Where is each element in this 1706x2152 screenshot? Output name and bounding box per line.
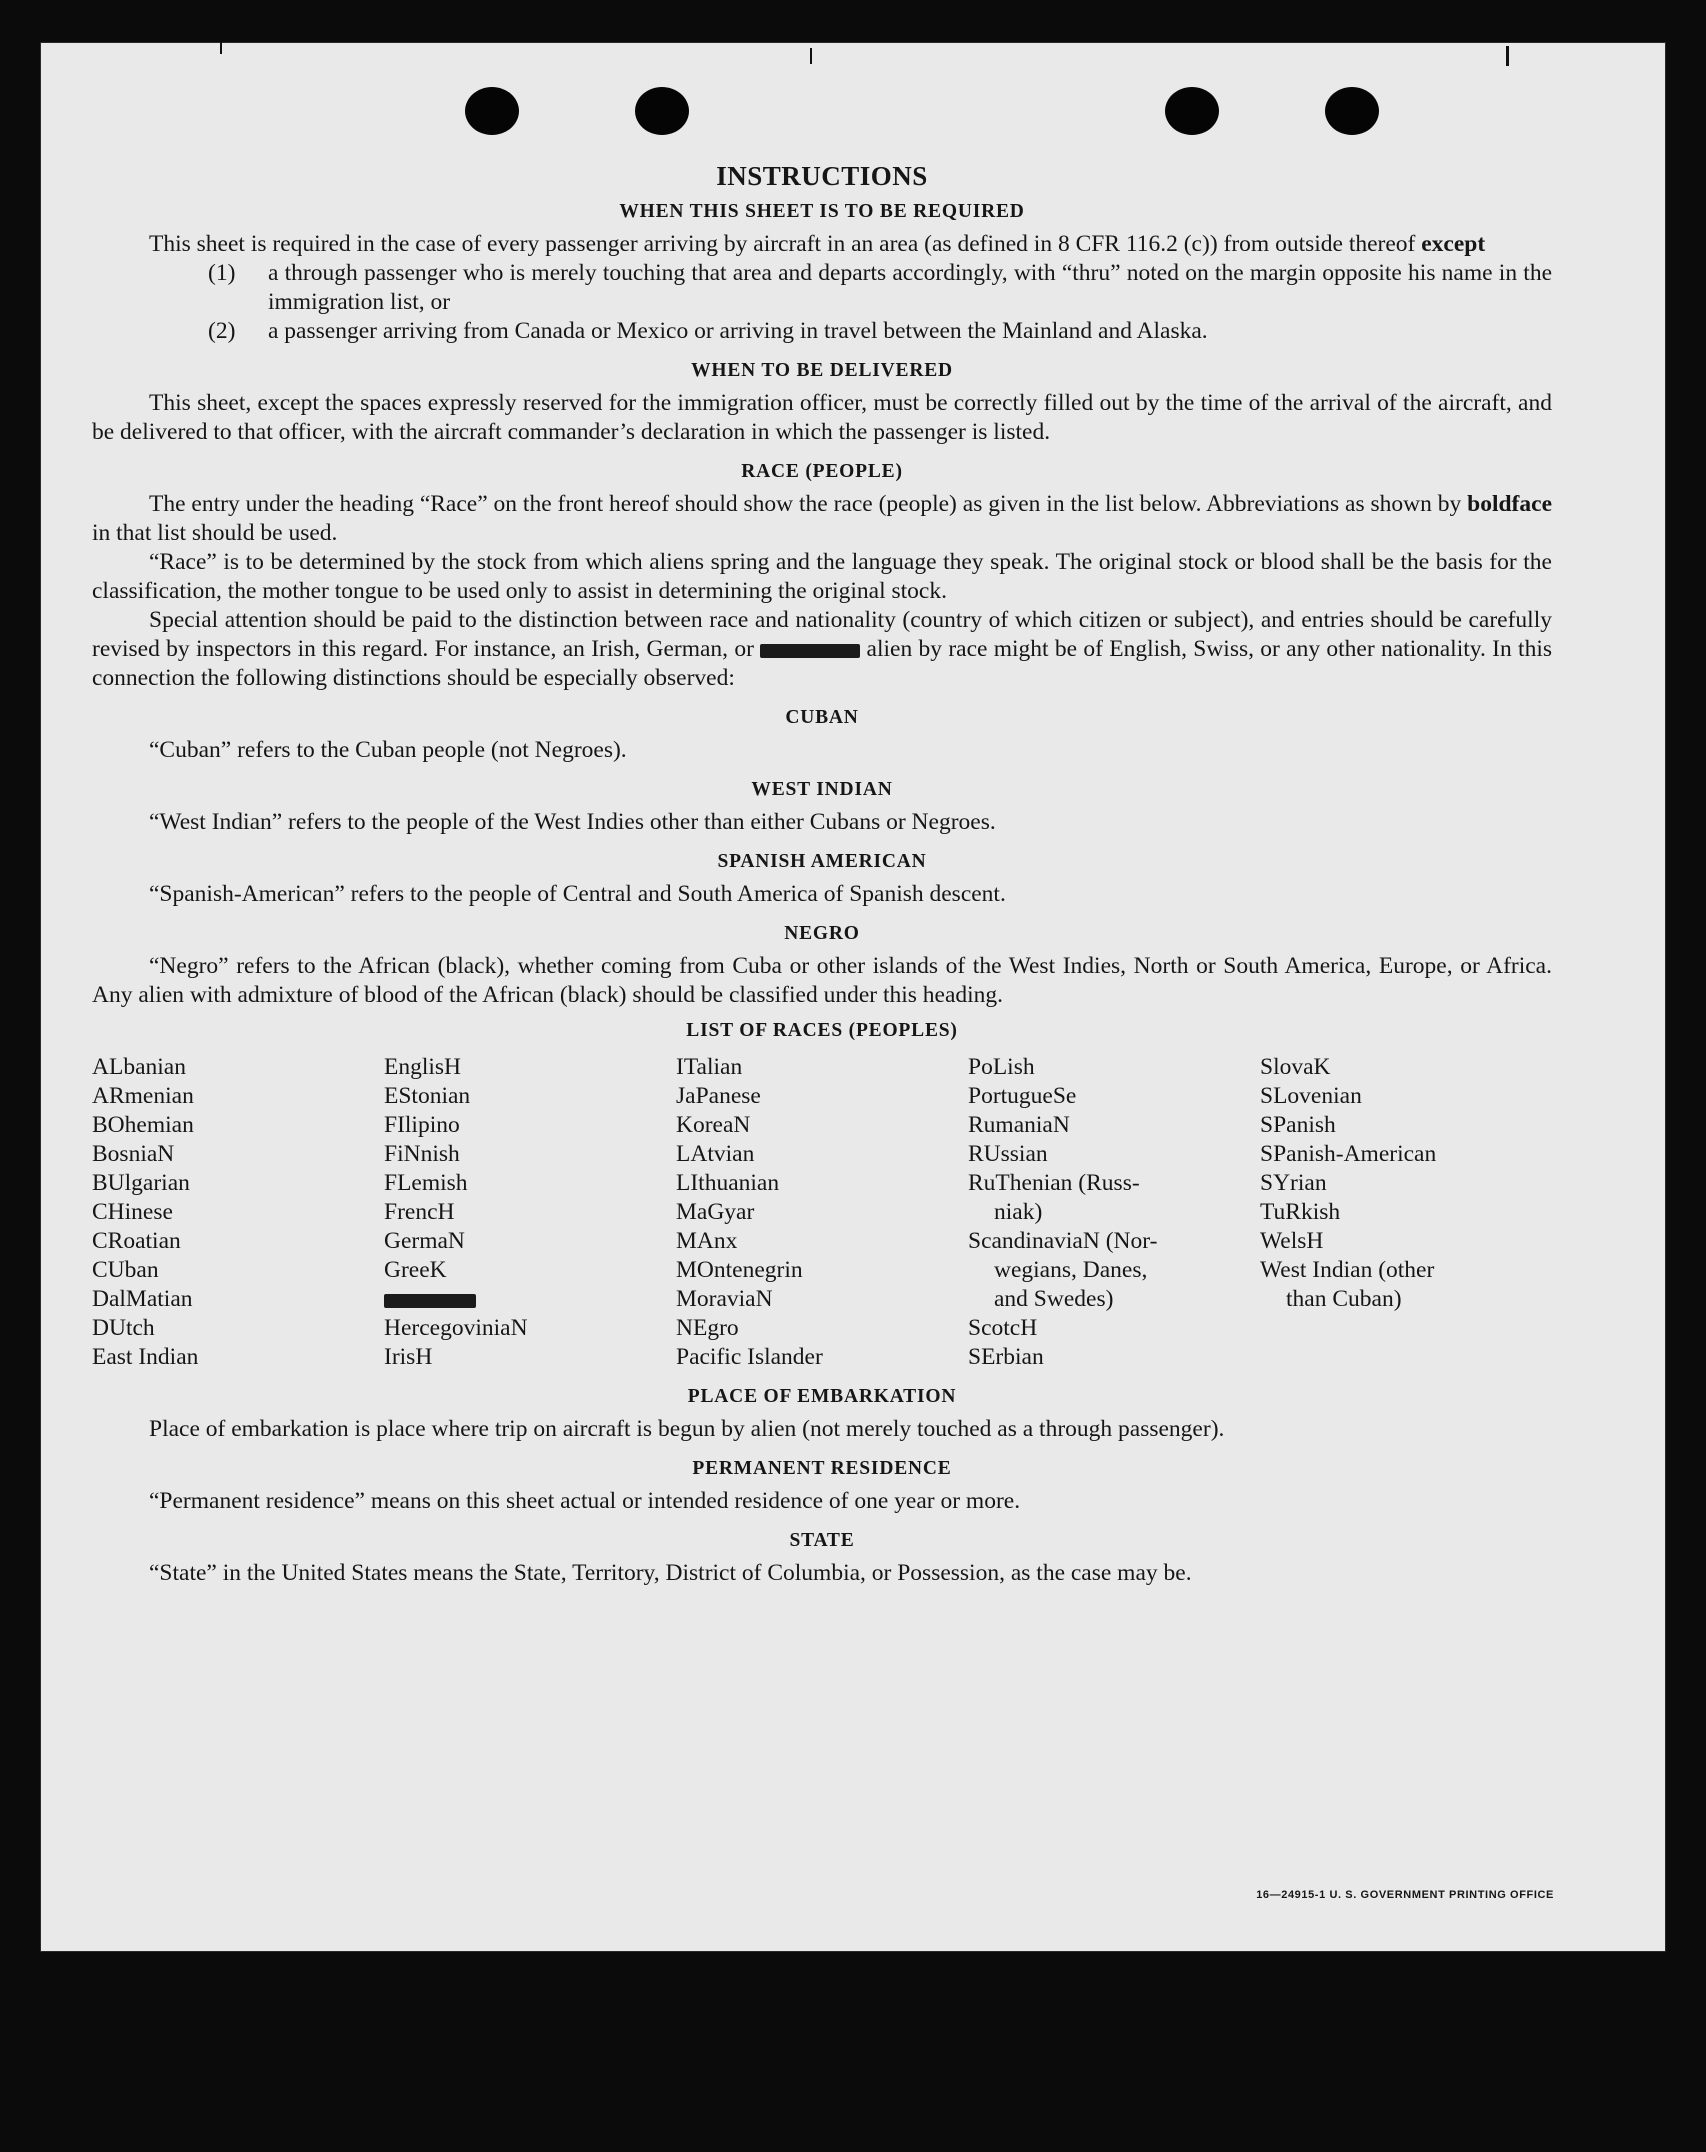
section-heading: SPANISH AMERICAN: [717, 851, 927, 872]
punch-hole: [1165, 87, 1219, 135]
races-column: [92, 1053, 384, 1372]
race-entry: WelsH: [1260, 1228, 1324, 1254]
race-entry: NEgro: [676, 1315, 739, 1341]
print-footer: 16—24915-1 U. S. GOVERNMENT PRINTING OFFICE: [1256, 1889, 1554, 1901]
race-entry: BUlgarian: [92, 1170, 190, 1196]
race-entry: RumaniaN: [968, 1112, 1070, 1138]
race-entry: SPanish-American: [1260, 1141, 1437, 1167]
paragraph: [92, 490, 1552, 548]
race-entry: SErbian: [968, 1344, 1044, 1370]
race-entry: MAnx: [676, 1228, 738, 1254]
bold-text: boldface: [1467, 491, 1552, 517]
races-column: [968, 1053, 1260, 1372]
paragraph: This sheet, except the spaces expressly reserved for the immigration officer, must be correctly filled out by the time of the arrival of the aircraft, and be delivered to that officer, with the aircraft commander’s declaration in which the passenger is listed.: [92, 390, 1552, 445]
race-entry: ScotcH: [968, 1315, 1038, 1341]
races-column: [1260, 1053, 1552, 1372]
page-title: INSTRUCTIONS: [716, 161, 928, 191]
section-heading: WEST INDIAN: [751, 779, 893, 800]
text-run: The entry under the heading “Race” on the front hereof should show the race (people) as given in the list below. Abbreviations as shown by: [149, 491, 1468, 517]
race-entry: DalMatian: [92, 1286, 193, 1312]
instructions-body: [92, 162, 1552, 1588]
race-entry: KoreaN: [676, 1112, 751, 1138]
list-item: [208, 317, 1552, 346]
race-entry: ARmenian: [92, 1083, 194, 1109]
document-page: [40, 42, 1666, 1952]
paragraph: “State” in the United States means the State, Territory, District of Columbia, or Possession, as the case may be.: [149, 1560, 1192, 1586]
race-entry: FIlipino: [384, 1112, 460, 1138]
race-entry: PoLish: [968, 1054, 1035, 1080]
race-entry: MoraviaN: [676, 1286, 773, 1312]
text-run: alien by race might be of English, Swiss, or any other nationality. In this connection the following distinctions should be especially observed:: [92, 636, 1552, 691]
text-run: This sheet is required in the case of every passenger arriving by aircraft in an area (as defined in 8 CFR 116.2 (c)) from outside thereof: [149, 231, 1422, 257]
race-entry: SLovenian: [1260, 1083, 1362, 1109]
section-heading: NEGRO: [784, 923, 860, 944]
race-entry: MaGyar: [676, 1199, 755, 1225]
race-entry: SlovaK: [1260, 1054, 1331, 1080]
tick-mark: [1506, 46, 1509, 66]
item-number: (2): [208, 318, 236, 344]
section-heading: WHEN THIS SHEET IS TO BE REQUIRED: [619, 201, 1025, 222]
item-number: (1): [208, 260, 236, 286]
list-item: [208, 259, 1552, 317]
paragraph: [92, 606, 1552, 693]
tick-mark: [220, 42, 222, 54]
paragraph: “Race” is to be determined by the stock from which aliens spring and the language they speak. The original stock or blood shall be the basis for the classification, the mother tongue to be used only to assist in determining the original stock.: [92, 549, 1552, 604]
race-entry: RuThenian (Russ-: [968, 1170, 1140, 1196]
race-entry: East Indian: [92, 1344, 199, 1370]
section-heading: STATE: [789, 1530, 855, 1551]
race-entry: SYrian: [1260, 1170, 1327, 1196]
race-entry: CHinese: [92, 1199, 173, 1225]
section-heading: RACE (PEOPLE): [741, 461, 903, 482]
race-entry: GreeK: [384, 1257, 447, 1283]
race-entry: GermaN: [384, 1228, 465, 1254]
section-heading: PLACE OF EMBARKATION: [687, 1386, 957, 1407]
redaction-mark: [384, 1294, 476, 1308]
race-entry: RUssian: [968, 1141, 1048, 1167]
redaction-mark: [760, 644, 860, 658]
race-entry: TuRkish: [1260, 1199, 1341, 1225]
race-entry: JaPanese: [676, 1083, 761, 1109]
paragraph: “Spanish-American” refers to the people of Central and South America of Spanish descent.: [149, 881, 1006, 907]
race-entry: ALbanian: [92, 1054, 186, 1080]
paragraph: “Permanent residence” means on this sheet actual or intended residence of one year or more.: [149, 1488, 1021, 1514]
paragraph: [92, 230, 1552, 259]
races-column: [676, 1053, 968, 1372]
race-entry: SPanish: [1260, 1112, 1336, 1138]
race-entry: IrisH: [384, 1344, 433, 1370]
race-entry: CUban: [92, 1257, 159, 1283]
punch-hole: [465, 87, 519, 135]
punch-hole: [635, 87, 689, 135]
race-entry: LAtvian: [676, 1141, 755, 1167]
race-entry-continued: than Cuban): [1286, 1286, 1402, 1312]
section-heading: WHEN TO BE DELIVERED: [691, 360, 953, 381]
race-entry: Pacific Islander: [676, 1344, 823, 1370]
race-entry: BosniaN: [92, 1141, 175, 1167]
section-heading: CUBAN: [785, 707, 859, 728]
item-text: a through passenger who is merely touching that area and departs accordingly, with “thru” noted on the margin opposite his name in the immigration list, or: [268, 260, 1552, 315]
race-entry: DUtch: [92, 1315, 155, 1341]
punch-hole: [1325, 87, 1379, 135]
tick-mark: [810, 48, 812, 64]
race-entry: EnglisH: [384, 1054, 462, 1080]
race-entry: HercegoviniaN: [384, 1315, 528, 1341]
section-heading: PERMANENT RESIDENCE: [692, 1458, 952, 1479]
paragraph: “Negro” refers to the African (black), whether coming from Cuba or other islands of the West Indies, North or South America, Europe, or Africa. Any alien with admixture of blood of the African (black) should be classified under this heading.: [92, 953, 1552, 1008]
race-entry: FiNnish: [384, 1141, 460, 1167]
race-entry: FrencH: [384, 1199, 455, 1225]
section-heading: LIST OF RACES (PEOPLES): [686, 1020, 958, 1041]
races-column: [384, 1053, 676, 1372]
race-entry-continued: wegians, Danes,: [994, 1257, 1148, 1283]
race-entry: LIthuanian: [676, 1170, 780, 1196]
race-entry: ITalian: [676, 1054, 743, 1080]
paragraph: Place of embarkation is place where trip on aircraft is begun by alien (not merely touched as a through passenger).: [149, 1416, 1225, 1442]
race-entry: PortugueSe: [968, 1083, 1077, 1109]
race-entry: BOhemian: [92, 1112, 194, 1138]
race-entry-continued: and Swedes): [994, 1286, 1114, 1312]
text-run: in that list should be used.: [92, 520, 338, 546]
bold-text: except: [1421, 231, 1486, 257]
paragraph: “Cuban” refers to the Cuban people (not Negroes).: [149, 737, 627, 763]
race-entry: MOntenegrin: [676, 1257, 803, 1283]
paragraph: “West Indian” refers to the people of the West Indies other than either Cubans or Negroes.: [149, 809, 996, 835]
race-entry-continued: niak): [994, 1199, 1043, 1225]
item-text: a passenger arriving from Canada or Mexico or arriving in travel between the Mainland and Alaska.: [268, 318, 1208, 344]
redacted-entry: [384, 1285, 676, 1314]
race-entry: CRoatian: [92, 1228, 181, 1254]
race-entry: FLemish: [384, 1170, 468, 1196]
text-run: Special attention should be paid to the distinction between race and nationality (country of which citizen or subject), and entries should be carefully revised by inspectors in this regard. For instance, an Irish, German, or: [92, 607, 1552, 662]
race-entry: EStonian: [384, 1083, 471, 1109]
races-list: [92, 1053, 1552, 1372]
race-entry: West Indian (other: [1260, 1257, 1435, 1283]
race-entry: ScandinaviaN (Nor-: [968, 1228, 1158, 1254]
